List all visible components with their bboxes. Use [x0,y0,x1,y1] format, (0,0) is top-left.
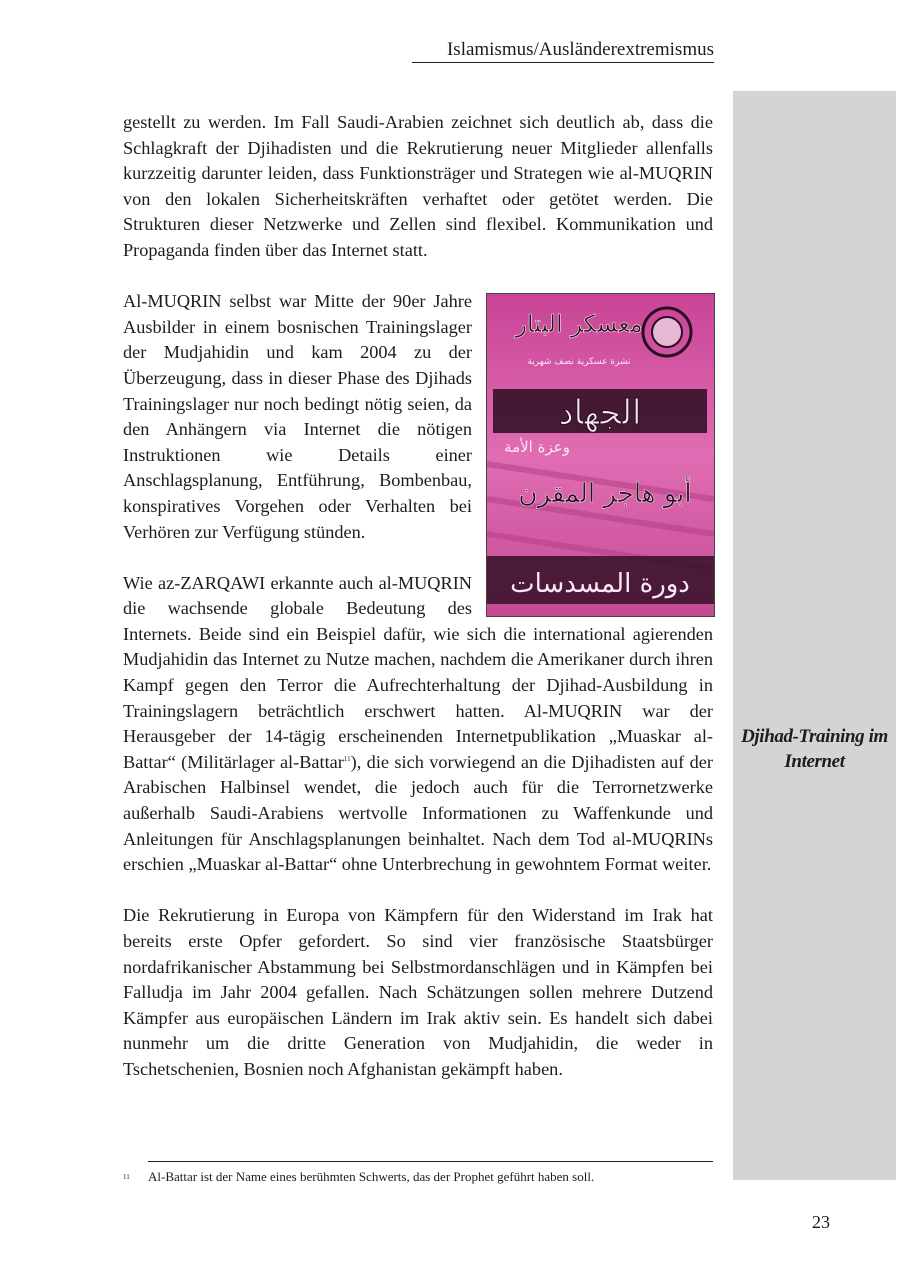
magazine-cover-image [486,293,715,617]
footnote-reference[interactable]: 11 [343,754,351,763]
cover-headline: الجهاد [558,393,642,434]
footnote-text: Al-Battar ist der Name eines berühmten Schwerts, das der Prophet geführt haben soll. [148,1169,595,1184]
margin-column [733,91,896,1180]
cover-masthead: معسكر البتار [515,310,643,339]
paragraph-text: Wie az-ZARQAWI erkannte auch al-MUQRIN die wachsende globale Bedeutung des Internets. Beide sind ein Beispiel dafür, wie sich die international agierenden Mudjahidin das Internet zu Nutze machen, nachdem die Amerikaner durch ihren Kampf gegen den Terror die Aufrechterhaltung der Djihad-Ausbildung in Trainingslagern beträchtlich erschwert hatten. Al-MUQRIN war der Herausgeber der 14-tägig erscheinenden Internetpublikation „Muaskar al-Battar“ (Militärlager al-Battar [123,572,713,772]
footnote-divider [148,1161,713,1162]
footnote [123,1168,723,1186]
paragraph: Die Rekrutierung in Europa von Kämpfern für den Widerstand im Irak hat bereits erste Opfer gefordert. So sind vier französische Staatsbürger nordafrikanischer Abstammung bei Selbstmordanschlägen und in Kämpfen bei Falludja im Jahr 2004 gefallen. Nach Schätzungen sollen mehrere Dutzend Kämpfer aus europäischen Ländern im Irak aktiv sein. Es handelt sich dabei nunmehr um die dritte Generation von Mudjahidin, die weder in Tschetschenien, Bosnien noch Afghanistan gekämpft haben. [123,905,713,1079]
cover-subline: نشرة عسكرية نصف شهرية [527,357,631,368]
page-number: 23 [812,1212,830,1232]
magazine-cover-illustration [487,294,714,616]
footnote-marker: 11 [123,1173,130,1181]
paragraph-text: Al-MUQRIN selbst war Mitte der 90er Jahre Ausbilder in einem bosnischen Trainingslager der Mudjahidin und kam 2004 zu der Überzeugung, dass in dieser Phase des Djihads Trainingslager nur noch bedingt nötig seien, da den Anhängern via Internet die nötigen Instruktionen wie Details einer Anschlagsplanung, Entführung, Bombenbau, konspiratives Vorgehen oder Verhalten bei Verhören zur Verfügung stünden. [123,291,472,542]
paragraph-text: ), die sich vorwiegend an die Djihadisten auf der Arabischen Halbinsel wendet, die jedoch auch für die Terrornetzwerke außerhalb Saudi-Arabiens wertvolle Informationen zu Waffenkunde und Anleitungen für Anschlagsplanungen beinhaltet. Nach dem Tod al-MUQRINs erschien „Muaskar al-Battar“ ohne Unterbrechung in gewohntem Format weiter. [123,751,713,875]
margin-sidenote: Djihad-Training im Internet [741,726,888,772]
paragraph [123,289,713,600]
running-header: Islamismus/Ausländerextremismus [412,38,714,63]
cover-subheadline: وعزة الأمة [504,438,570,457]
main-text [123,110,713,1108]
paragraph: gestellt zu werden. Im Fall Saudi-Arabien zeichnet sich deutlich ab, dass die Schlagkraft der Djihadisten und die Rekrutierung neuer Mitglieder allenfalls kurzzeitig darunter leiden, dass Funktionsträger und Strategen wie al-MUQRIN von den lokalen Sicherheitskräften verhaftet oder getötet werden. Die Strukturen dieser Netzwerke und Zellen sind flexibel. Kommunikation und Propaganda finden über das Internet statt. [123,112,713,260]
cover-footer-title: دورة المسدسات [510,569,690,600]
cover-calligraphy: أبو هاجر المقرن [518,479,692,510]
